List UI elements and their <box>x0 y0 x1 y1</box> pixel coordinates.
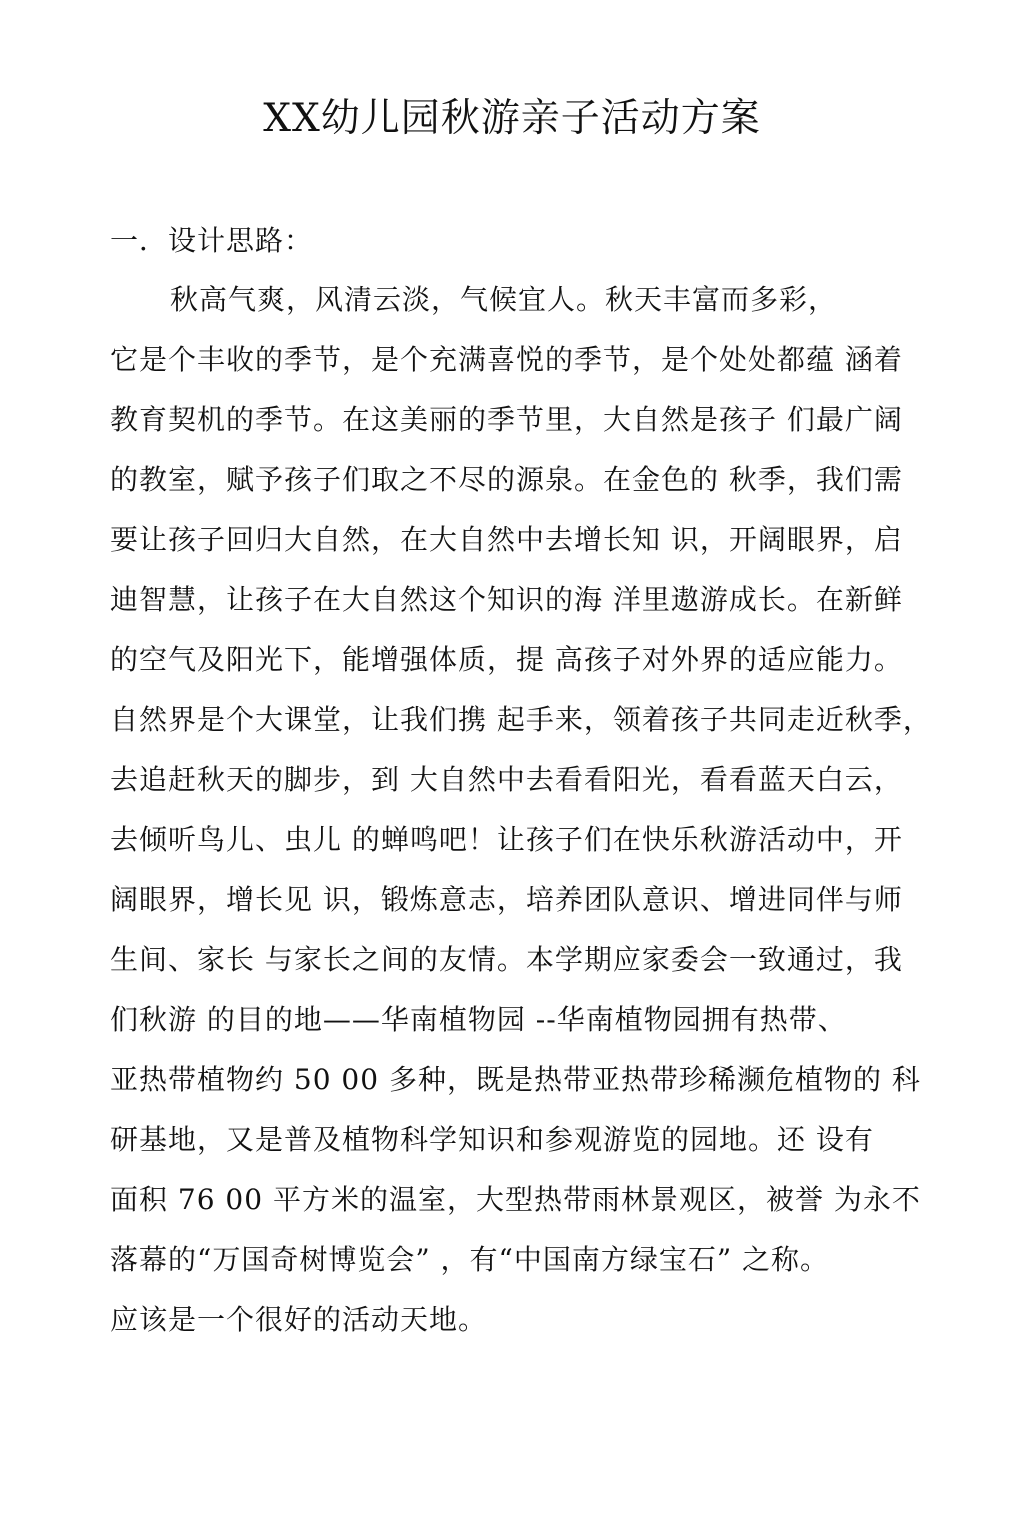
paragraph-line: 的教室，赋予孩子们取之不尽的源泉。在金色的 秋季，我们需 <box>110 463 903 496</box>
paragraph-line: 落幕的“万国奇树博览会” ，有“中国南方绿宝石” 之称。 <box>110 1243 830 1276</box>
paragraph-line: 阔眼界，增长见 识，锻炼意志，培养团队意识、增进同伴与师 <box>110 883 903 916</box>
section-heading: 一．设计思路： <box>110 224 314 257</box>
paragraph-line: 们秋游 的目的地——华南植物园 --华南植物园拥有热带、 <box>110 1003 847 1036</box>
paragraph-line: 迪智慧，让孩子在大自然这个知识的海 洋里遨游成长。在新鲜 <box>110 583 903 616</box>
paragraph-line: 它是个丰收的季节，是个充满喜悦的季节，是个处处都蕴 涵着 <box>110 343 903 376</box>
paragraph-line: 应该是一个很好的活动天地。 <box>110 1303 488 1336</box>
paragraph-line: 秋高气爽，风清云淡，气候宜人。秋天丰富而多彩， <box>170 283 838 316</box>
paragraph-line: 生间、家长 与家长之间的友情。本学期应家委会一致通过，我 <box>110 943 903 976</box>
paragraph-line: 教育契机的季节。在这美丽的季节里，大自然是孩子 们最广阔 <box>110 403 903 436</box>
paragraph-line: 的空气及阳光下，能增强体质，提 高孩子对外界的适应能力。 <box>110 643 903 676</box>
document-title: XX幼儿园秋游亲子活动方案 <box>263 96 761 141</box>
paragraph-line: 要让孩子回归大自然，在大自然中去增长知 识，开阔眼界，启 <box>110 523 903 556</box>
paragraph-line: 面积 76 00 平方米的温室，大型热带雨林景观区，被誉 为永不 <box>110 1183 921 1216</box>
paragraph-line: 亚热带植物约 50 00 多种，既是热带亚热带珍稀濒危植物的 科 <box>110 1063 921 1096</box>
paragraph-line: 去倾听鸟儿、虫儿 的蝉鸣吧！让孩子们在快乐秋游活动中，开 <box>110 823 903 856</box>
paragraph-line: 自然界是个大课堂，让我们携 起手来，领着孩子共同走近秋季， <box>110 703 932 736</box>
paragraph-line: 去追赶秋天的脚步，到 大自然中去看看阳光，看看蓝天白云， <box>110 763 903 796</box>
paragraph-line: 研基地，又是普及植物科学知识和参观游览的园地。还 设有 <box>110 1123 874 1156</box>
